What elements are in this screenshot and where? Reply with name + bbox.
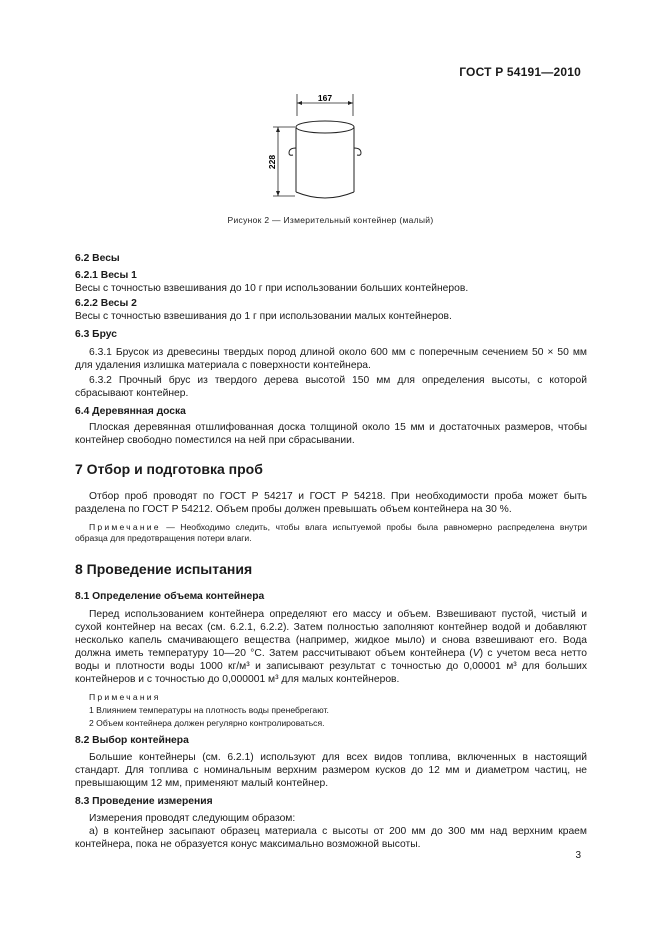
- section-8-1-text-part1: Перед использованием контейнера определяют его массу и объем. Взвешивают пустой, чистый и сухой контейнер на весах (см. 6.2.1, 6.2.2). Затем полностью заполняют контейнер водой и добавляют несколько капель смачивающего вещества (например, жидкое мыло) и снова взвешивают его. Вода должна иметь температуру 10—20 °С. Затем рассчитывают объем контейнера (: [75, 608, 587, 659]
- width-arrow-left: [297, 101, 302, 105]
- section-8-1-title: 8.1 Определение объема контейнера: [75, 591, 265, 603]
- height-arrow-top: [276, 127, 280, 132]
- left-handle: [289, 148, 296, 155]
- section-8-3-title: 8.3 Проведение измерения: [75, 796, 213, 808]
- section-8-2-title: 8.2 Выбор контейнера: [75, 735, 189, 747]
- container-figure: [265, 92, 385, 207]
- section-6-2-1-text: Весы с точностью взвешивания до 10 г при использовании больших контейнеров.: [75, 283, 469, 295]
- section-8-3-item-a: а) в контейнер засыпают образец материала с высоты от 200 мм до 300 мм над верхним краем контейнера, пока не образуется конус максимально возможной высоты.: [75, 825, 587, 850]
- section-8-2-text: Большие контейнеры (см. 6.2.1) используют для всех видов топлива, включенных в настоящий стандарт. Для топлива с номинальным верхним размером кусков до 12 мм и диаметром частиц, не превышающим 12 мм, применяют малый контейнер.: [75, 752, 587, 790]
- note-text: — Необходимо следить, чтобы влага испытуемой пробы была равномерно распределена внутри образца для предотвращения потери влаги.: [75, 522, 587, 544]
- notes-label: Примечания: [89, 692, 161, 703]
- section-6-3-title: 6.3 Брус: [75, 329, 117, 341]
- page-number: 3: [575, 850, 581, 861]
- right-handle: [354, 148, 361, 155]
- note-1: 1 Влиянием температуры на плотность воды пренебрегают.: [89, 705, 329, 716]
- figure-caption: Рисунок 2 — Измерительный контейнер (малый): [227, 215, 434, 225]
- standard-id: ГОСТ Р 54191—2010: [459, 65, 581, 79]
- note-label: Примечание: [89, 522, 161, 533]
- document-body: [75, 252, 587, 851]
- container-bottom: [296, 192, 354, 198]
- section-7-text: Отбор проб проводят по ГОСТ Р 54217 и ГОСТ Р 54218. При необходимости проба может быть разделена по ГОСТ Р 54212. Объем пробы должен превышать объем контейнера на 30 %.: [75, 491, 587, 516]
- section-6-2-2-text: Весы с точностью взвешивания до 1 г при использовании малых контейнеров.: [75, 311, 452, 323]
- section-6-2-2-title: 6.2.2 Весы 2: [75, 298, 137, 310]
- section-6-2-1-title: 6.2.1 Весы 1: [75, 270, 137, 282]
- volume-symbol: V: [472, 647, 480, 659]
- section-8-1-text-part2: ) с учетом веса нетто воды и плотности воды 1000 кг/м³ и записывают результат с точностью до 0,00001 м³ для больших контейнеров и с точностью до 0,000001 м³ для малых контейнеров.: [75, 647, 587, 685]
- section-6-3-1-text: 6.3.1 Брусок из древесины твердых пород длиной около 600 мм с поперечным сечением 50 × 50 мм для удаления излишка материала с поверхности контейнера.: [75, 346, 587, 371]
- note-2: 2 Объем контейнера должен регулярно контролироваться.: [89, 718, 325, 729]
- section-7-note: [75, 522, 587, 544]
- section-6-3-2-text: 6.3.2 Прочный брус из твердого дерева высотой 150 мм для определения высоты, с которой сбрасывают контейнер.: [75, 374, 587, 399]
- height-arrow-bottom: [276, 191, 280, 196]
- section-7-title: 7 Отбор и подготовка проб: [75, 461, 263, 478]
- section-6-2-title: 6.2 Весы: [75, 253, 120, 264]
- container-top-rim: [296, 121, 354, 133]
- section-6-4-title: 6.4 Деревянная доска: [75, 405, 186, 417]
- section-8-title: 8 Проведение испытания: [75, 561, 253, 578]
- height-label: 228: [267, 154, 277, 170]
- section-8-3-intro: Измерения проводят следующим образом:: [89, 812, 296, 824]
- section-6-4-text: Плоская деревянная отшлифованная доска толщиной около 15 мм и достаточных размеров, чтобы контейнер свободно поместился на ней при сбрасывании.: [75, 422, 587, 447]
- width-label: 167: [317, 93, 333, 103]
- section-8-1-text: [75, 608, 587, 687]
- width-arrow-right: [348, 101, 353, 105]
